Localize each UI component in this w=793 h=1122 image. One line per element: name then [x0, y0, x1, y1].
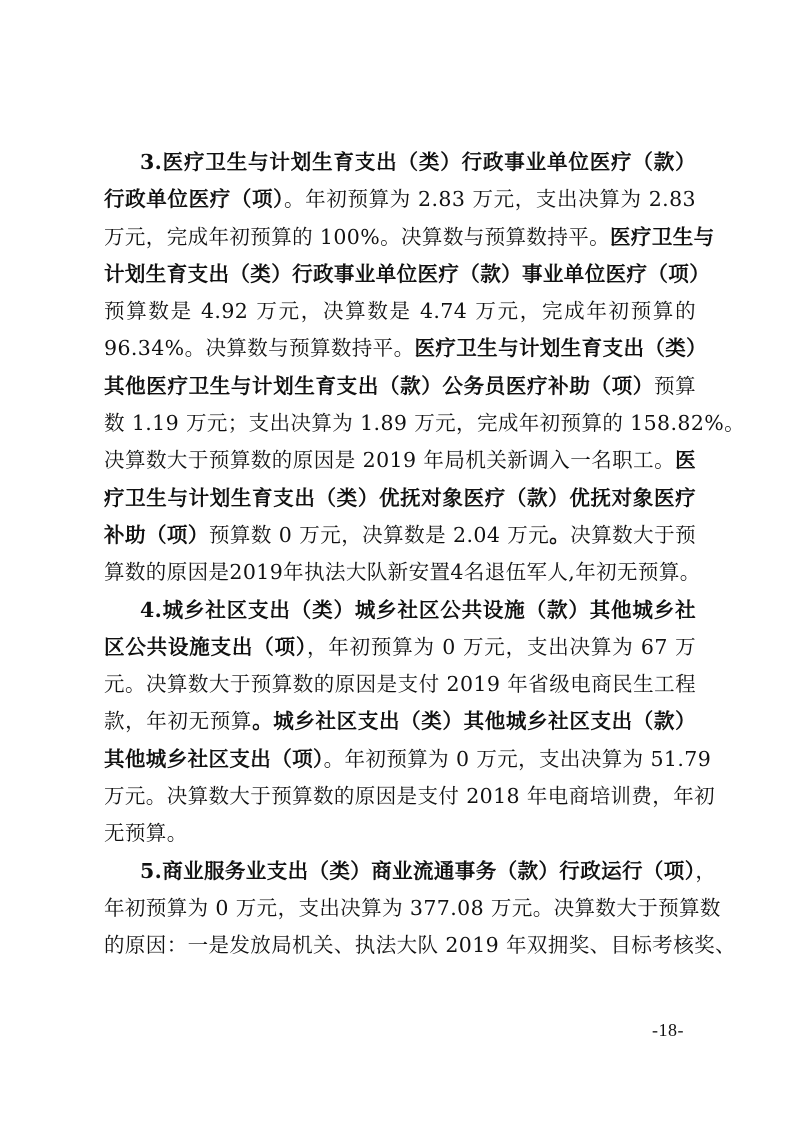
bold-text-segment: 。城乡社区支出（类）其他城乡社区支出（款） — [252, 709, 696, 734]
text-segment: 款，年初无预算 — [104, 709, 253, 734]
paragraph-3-line — [104, 890, 721, 927]
bold-text-segment: 医 — [675, 448, 696, 473]
bold-text-segment: 其他城乡社区支出（项） — [104, 746, 324, 771]
paragraph-1-line — [104, 219, 715, 256]
paragraph-1-line — [104, 405, 746, 442]
bold-text-segment: 疗卫生与计划生育支出（类）优抚对象医疗（款）优抚对象医疗 — [104, 485, 696, 510]
paragraph-1-line — [104, 517, 696, 554]
paragraph-1-line — [104, 293, 696, 330]
text-segment: 年初预算为 0 万元，支出决算为 377.08 万元。决算数大于预算数 — [104, 895, 721, 920]
paragraph-2-line — [104, 703, 696, 740]
text-segment: 算数的原因是2019年执法大队新安置4名退伍军人,年初无预算。 — [104, 560, 701, 585]
text-segment: 预算数是 4.92 万元，决算数是 4.74 万元，完成年初预算的 — [104, 299, 696, 324]
bold-text-segment: 补助（项） — [104, 522, 209, 547]
paragraph-3-line — [104, 927, 736, 964]
paragraph-1-line — [104, 442, 696, 479]
paragraph-2-line — [104, 741, 712, 778]
paragraph-2-line — [104, 666, 696, 703]
bold-text-segment: 其他医疗卫生与计划生育支出（款）公务员医疗补助（项） — [104, 373, 654, 398]
bold-text-segment: 医疗卫生与 — [610, 224, 715, 249]
text-segment: 数 1.19 万元；支出决算为 1.89 万元，完成年初预算的 158.82%。 — [104, 411, 746, 436]
paragraph-1-line — [104, 554, 701, 591]
text-segment: 。年初预算为 0 万元，支出决算为 51.79 — [323, 746, 712, 771]
paragraph-1-line — [104, 480, 696, 517]
paragraph-1-line — [104, 368, 696, 405]
bold-text-segment: 4.城乡社区支出（类）城乡社区公共设施（款）其他城乡社 — [140, 597, 696, 622]
text-segment: 决算数大于预算数的原因是 2019 年局机关新调入一名职工。 — [104, 448, 676, 473]
paragraph-1-line — [104, 144, 696, 181]
text-segment: 的原因：一是发放局机关、执法大队 2019 年双拥奖、目标考核奖、 — [104, 933, 736, 958]
text-segment: 无预算。 — [104, 821, 188, 846]
bold-text-segment: 。 — [549, 522, 571, 547]
paragraph-1-line — [104, 256, 711, 293]
paragraph-2-line — [104, 778, 716, 815]
text-segment: 决算数大于预 — [570, 522, 697, 547]
bold-text-segment: 3.医疗卫生与计划生育支出（类）行政事业单位医疗（款） — [140, 150, 696, 174]
paragraph-1-line — [104, 181, 696, 218]
bold-text-segment: 计划生育支出（类）行政事业单位医疗（款）事业单位医疗（项） — [104, 261, 711, 286]
text-segment: 万元。决算数大于预算数的原因是支付 2018 年电商培训费，年初 — [104, 784, 716, 809]
text-segment: 预算 — [653, 373, 696, 398]
text-segment: ， — [695, 858, 717, 883]
text-segment: 万元，完成年初预算的 100%。决算数与预算数持平。 — [104, 224, 611, 249]
paragraph-3-line — [104, 853, 717, 890]
text-segment: 。年初预算为 2.83 万元，支出决算为 2.83 — [284, 187, 696, 212]
bold-text-segment: 医疗卫生与计划生育支出（类） — [414, 336, 708, 361]
bold-text-segment: 5.商业服务业支出（类）商业流通事务（款）行政运行（项） — [140, 858, 696, 883]
text-segment: 96.34%。决算数与预算数持平。 — [104, 336, 415, 361]
text-segment: 预算数 0 万元，决算数是 2.04 万元 — [208, 522, 550, 547]
bold-text-segment: 区公共设施支出（项） — [104, 634, 307, 659]
text-segment: ，年初预算为 0 万元，支出决算为 67 万 — [306, 634, 696, 659]
text-segment: 元。决算数大于预算数的原因是支付 2019 年省级电商民生工程 — [104, 672, 696, 697]
paragraph-2-line — [104, 629, 696, 666]
bold-text-segment: 行政单位医疗（项） — [104, 187, 285, 212]
paragraph-1-line — [104, 330, 708, 367]
document-body — [104, 144, 746, 965]
page-number: -18- — [652, 1020, 684, 1040]
paragraph-2-line — [104, 592, 696, 629]
paragraph-2-line — [104, 815, 696, 852]
